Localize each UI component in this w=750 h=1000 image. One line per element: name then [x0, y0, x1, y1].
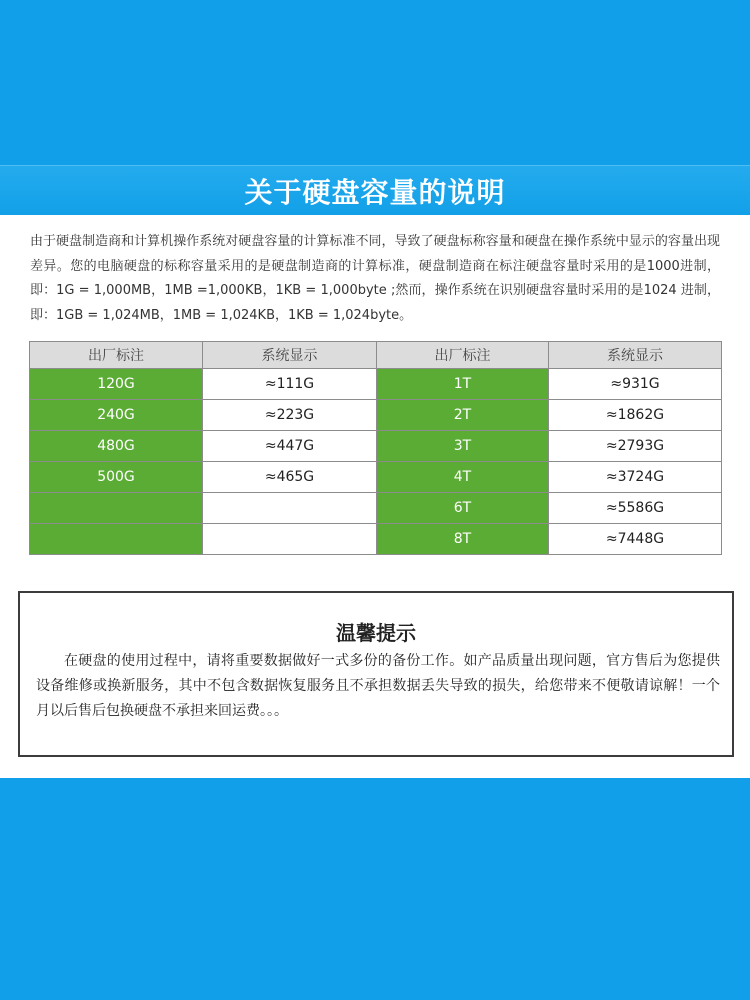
system-capacity-cell: ≈3724G: [549, 462, 722, 493]
factory-capacity-cell: [30, 524, 203, 555]
system-capacity-cell: [203, 493, 377, 524]
table-row: [30, 462, 722, 493]
system-capacity-cell: ≈111G: [203, 369, 377, 400]
page-title: 关于硬盘容量的说明: [244, 175, 506, 209]
bottom-blue-banner: [0, 778, 750, 1000]
tips-paragraph: 在硬盘的使用过程中，请将重要数据做好一式多份的备份工作。如产品质量出现问题，官方售后为您提供设备维修或换新服务，其中不包含数据恢复服务且不承担数据丢失导致的损失，给您带来不便敬请谅解！一个月以后售后包换硬盘不承担来回运费。。。: [36, 653, 720, 719]
table-header-row: [30, 342, 722, 369]
system-capacity-cell: [203, 524, 377, 555]
table-row: [30, 524, 722, 555]
factory-capacity-cell: 240G: [30, 400, 203, 431]
table-row: [30, 431, 722, 462]
system-capacity-cell: ≈1862G: [549, 400, 722, 431]
header-factory-label: 出厂标注: [377, 342, 549, 369]
system-capacity-cell: ≈931G: [549, 369, 722, 400]
system-capacity-cell: ≈465G: [203, 462, 377, 493]
factory-capacity-cell: 1T: [377, 369, 549, 400]
table-row: [30, 493, 722, 524]
header-system-display: 系统显示: [203, 342, 377, 369]
factory-capacity-cell: 2T: [377, 400, 549, 431]
header-system-display: 系统显示: [549, 342, 722, 369]
capacity-table: [29, 341, 722, 555]
content-panel: [0, 215, 750, 778]
system-capacity-cell: ≈223G: [203, 400, 377, 431]
system-capacity-cell: ≈5586G: [549, 493, 722, 524]
system-capacity-cell: ≈447G: [203, 431, 377, 462]
table-row: [30, 369, 722, 400]
factory-capacity-cell: 8T: [377, 524, 549, 555]
system-capacity-cell: ≈7448G: [549, 524, 722, 555]
factory-capacity-cell: 4T: [377, 462, 549, 493]
top-blue-banner: [0, 0, 750, 165]
title-bar: [0, 165, 750, 215]
factory-capacity-cell: 500G: [30, 462, 203, 493]
factory-capacity-cell: 3T: [377, 431, 549, 462]
system-capacity-cell: ≈2793G: [549, 431, 722, 462]
factory-capacity-cell: [30, 493, 203, 524]
factory-capacity-cell: 480G: [30, 431, 203, 462]
header-factory-label: 出厂标注: [30, 342, 203, 369]
tips-box: [18, 591, 734, 757]
intro-paragraph: 由于硬盘制造商和计算机操作系统对硬盘容量的计算标准不同，导致了硬盘标称容量和硬盘在操作系统中显示的容量出现差异。您的电脑硬盘的标称容量采用的是硬盘制造商的计算标准，硬盘制造商在标注硬盘容量时采用的是1000进制，即：1G = 1,000MB，1MB =1,000KB，1KB = 1,000byte ;然而，操作系统在识别硬盘容量时采用的是1024 进制，即：1GB = 1,024MB，1MB = 1,024KB，1KB = 1,024byte。: [30, 234, 720, 323]
table-row: [30, 400, 722, 431]
tips-title: 温馨提示: [336, 621, 416, 645]
factory-capacity-cell: 6T: [377, 493, 549, 524]
factory-capacity-cell: 120G: [30, 369, 203, 400]
